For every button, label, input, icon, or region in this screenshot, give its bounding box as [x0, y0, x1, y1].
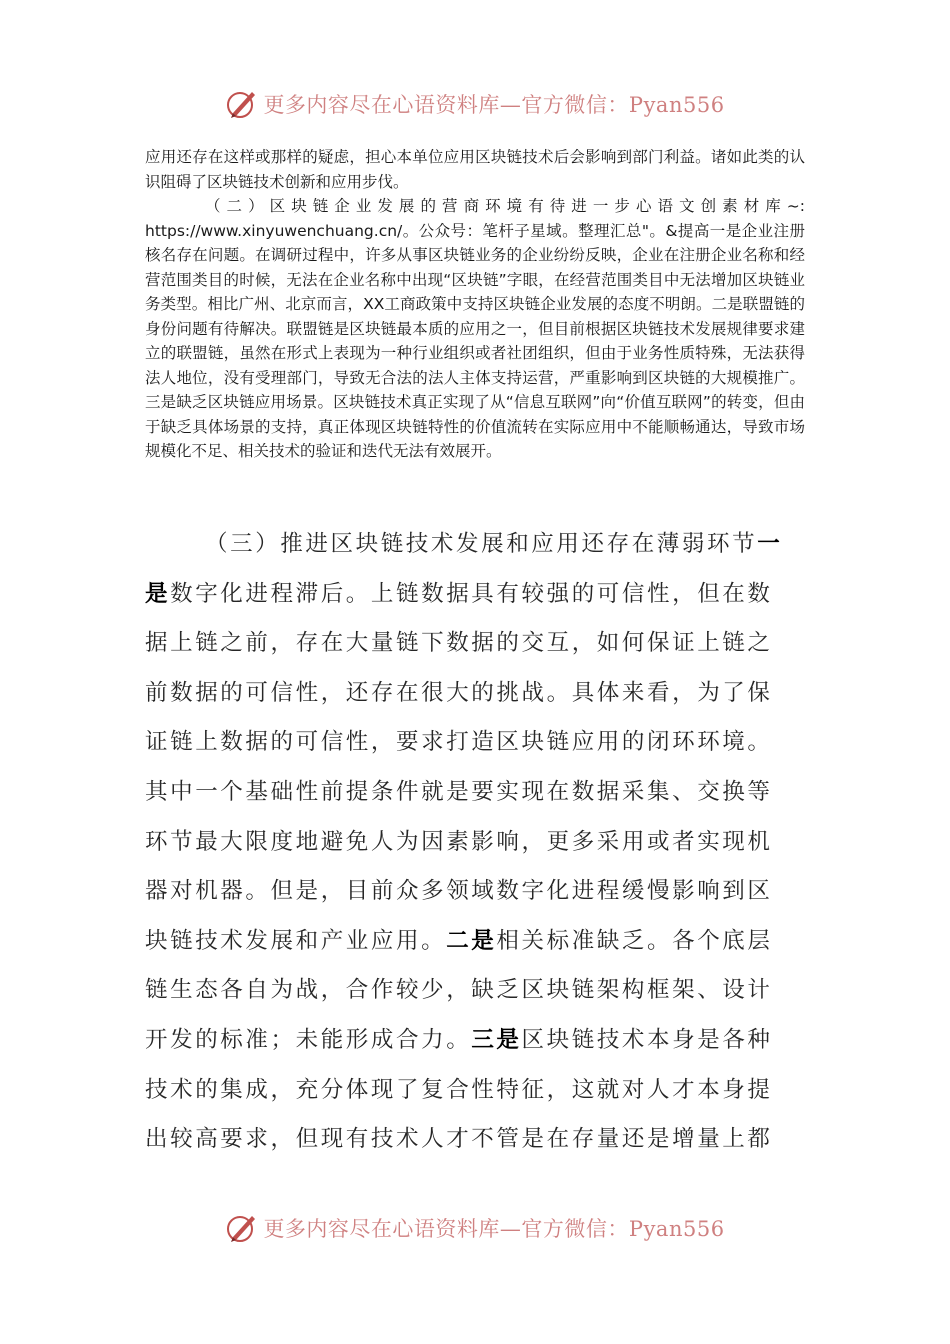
big-line-5: 证链上数据的可信性，要求打造区块链应用的闭环环境。 — [145, 729, 773, 756]
large-text-block — [145, 520, 810, 1165]
pen-logo-icon — [225, 87, 259, 121]
line-text: 数字化进程滞后。上链数据具有较强的可信性，但在数 — [170, 580, 773, 607]
big-line-8: 器对机器。但是，目前众多领域数字化进程缓慢影响到区 — [145, 878, 773, 905]
paragraph-1: 应用还存在这样或那样的疑虑，担心本单位应用区块链技术后会影响到部门利益。诸如此类的认识阻碍了区块链技术创新和应用步伐。 — [145, 148, 805, 191]
line-text: 区块链技术本身是各种 — [521, 1026, 773, 1053]
big-line-7: 环节最大限度地避免人为因素影响，更多采用或者实现机 — [145, 828, 773, 855]
big-line-11 — [145, 1016, 810, 1066]
big-line-1 — [145, 520, 810, 570]
big-line-12: 技术的集成，充分体现了复合性特征，这就对人才本身提 — [145, 1076, 773, 1103]
big-line-3: 据上链之前，存在大量链下数据的交互，如何保证上链之 — [145, 630, 773, 657]
big-line-9 — [145, 917, 810, 967]
big-line-2 — [145, 570, 810, 620]
paragraph-2: （二）区块链企业发展的营商环境有待进一步心语文创素材库~: https://www.xinyuwenchuang.cn/。公众号：笔杆子星域。整理汇总"。&提高一是企业注册核名存在问题。在调研过程中，许多从事区块链业务的企业纷纷反映，企业在注册企业名称和经营范围类目的时候，无法在企业名称中出现“区块链”字眼，在经营范围类目中无法增加区块链业务类型。相比广州、北京而言，XX工商政策中支持区块链企业发展的态度不明朗。二是联盟链的身份问题有待解决。联盟链是区块链最本质的应用之一，但目前根据区块链技术发展规律要求建立的联盟链，虽然在形式上表现为一种行业组织或者社团组织，但由于业务性质特殊，无法获得法人地位，没有受理部门，导致无合法的法人主体支持运营，严重影响到区块链的大规模推广。三是缺乏区块链应用场景。区块链技术真正实现了从“信息互联网”向“价值互联网”的转变，但由于缺乏具体场景的支持，真正体现区块链特性的价值流转在实际应用中不能顺畅通达，导致市场规模化不足、相关技术的验证和迭代无法有效展开。 — [145, 197, 805, 460]
line-text: 相关标准缺乏。各个底层 — [496, 927, 773, 954]
big-line-6: 其中一个基础性前提条件就是要实现在数据采集、交换等 — [145, 778, 773, 805]
footer-banner — [0, 1208, 950, 1248]
line-text: 开发的标准；未能形成合力。 — [145, 1026, 472, 1053]
big-line-13: 出较高要求，但现有技术人才不管是在存量还是增量上都 — [145, 1126, 773, 1153]
big-line-10: 链生态各自为战，合作较少，缺乏区块链架构框架、设计 — [145, 977, 773, 1004]
section-heading: （三）推进区块链技术发展和应用还存在薄弱环节 — [205, 531, 758, 557]
bold-marker: 是 — [145, 580, 171, 607]
footer-banner-text: 更多内容尽在心语资料库—官方微信：Pyan556 — [263, 1217, 725, 1241]
big-line-4: 前数据的可信性，还存在很大的挑战。具体来看，为了保 — [145, 679, 773, 706]
bold-marker: 一 — [757, 531, 783, 557]
header-banner-text: 更多内容尽在心语资料库—官方微信：Pyan556 — [263, 93, 725, 117]
header-banner — [0, 84, 950, 124]
small-text-block — [145, 145, 805, 464]
pen-logo-icon — [225, 1211, 259, 1245]
bold-marker: 二是 — [446, 927, 497, 954]
bold-marker: 三是 — [471, 1026, 522, 1053]
line-text: 块链技术发展和产业应用。 — [145, 927, 447, 954]
